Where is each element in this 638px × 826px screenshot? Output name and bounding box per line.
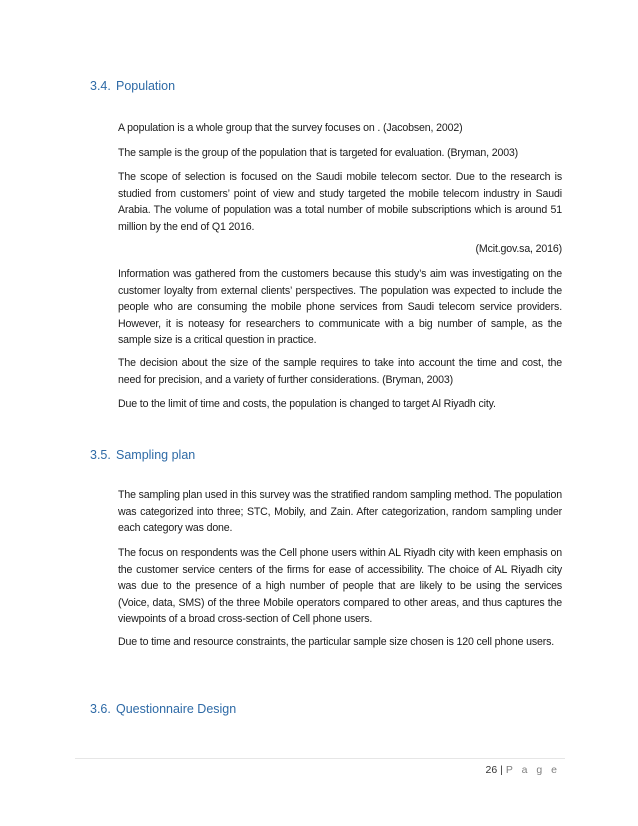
paragraph: Due to the limit of time and costs, the population is changed to target Al Riyadh city. — [118, 398, 496, 410]
section-heading-population — [90, 79, 175, 93]
paragraph: The scope of selection is focused on the Saudi mobile telecom sector. Due to the research is studied from customers’ point of view and study targeted the mobile telecom industry in Saudi Arabia. The volume of population was a total number of mobile subscriptions which is around 51 million by the end of Q1 2016. — [118, 171, 562, 233]
page-label: P a g e — [505, 764, 560, 776]
section-heading-sampling-plan — [90, 448, 195, 462]
citation: (Mcit.gov.sa, 2016) — [475, 243, 562, 255]
page-footer — [485, 764, 560, 776]
footer-separator: | — [500, 764, 503, 776]
footer-divider — [75, 758, 565, 759]
paragraph: The sampling plan used in this survey was the stratified random sampling method. The population was categorized into three; STC, Mobily, and Zain. After categorization, random sampling under each category was done. — [118, 489, 562, 534]
paragraph: The sample is the group of the population that is targeted for evaluation. (Bryman, 2003) — [118, 147, 519, 159]
section-number: 3.5. — [90, 448, 111, 462]
section-number: 3.6. — [90, 702, 111, 716]
section-title: Sampling plan — [116, 448, 196, 462]
paragraph: Information was gathered from the customers because this study’s aim was investigating on the customer loyalty from external clients’ perspectives. The population was expected to include the people who are consuming the mobile phone services from Saudi telecom service providers. However, it is noteasy for researchers to communicate with a big number of sample, as the sample size is a critical question in practice. — [118, 268, 562, 346]
paragraph: Due to time and resource constraints, the particular sample size chosen is 120 cell phone users. — [118, 636, 555, 648]
section-heading-questionnaire-design — [90, 702, 236, 716]
section-title: Population — [116, 79, 176, 93]
section-title: Questionnaire Design — [116, 702, 237, 716]
page-number: 26 — [485, 764, 498, 776]
section-number: 3.4. — [90, 79, 111, 93]
paragraph: The decision about the size of the sample requires to take into account the time and cost, the need for precision, and a variety of further considerations. (Bryman, 2003) — [118, 357, 562, 386]
paragraph: A population is a whole group that the survey focuses on . (Jacobsen, 2002) — [118, 122, 463, 134]
paragraph: The focus on respondents was the Cell phone users within AL Riyadh city with keen emphasis on the customer service centers of the firms for ease of accessibility. The choice of AL Riyadh city was due to the presence of a high number of people that are likely to be using the services (Voice, data, SMS) of the three Mobile operators compared to other areas, and thus captures the viewpoints of a broad cross-section of Cell phone users. — [118, 547, 562, 625]
